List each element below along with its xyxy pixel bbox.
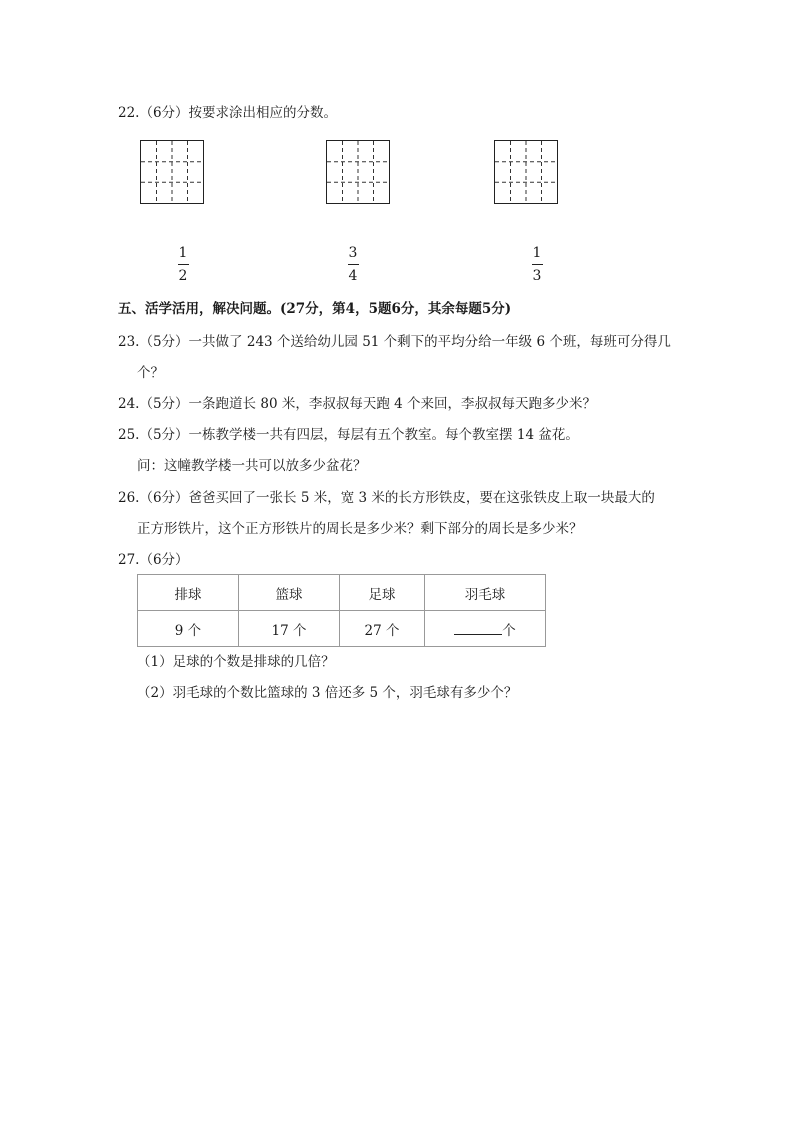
fraction-1-numerator: 1	[178, 245, 188, 261]
blank-unit: 个	[502, 622, 516, 639]
grid-square-3[interactable]	[494, 140, 558, 204]
q25-line-1: 25.（5分）一栋教学楼一共有四层，每层有五个教室。每个教室摆 14 盆花。	[118, 427, 579, 443]
fraction-2-numerator: 3	[348, 245, 358, 261]
q26-line-2: 正方形铁片，这个正方形铁片的周长是多少米？剩下部分的周长是多少米？	[137, 521, 583, 537]
table-header-cell: 足球	[340, 575, 425, 611]
q27-sub-2: （2）羽毛球的个数比篮球的 3 倍还多 5 个，羽毛球有多少个？	[137, 685, 518, 701]
table-header-cell: 篮球	[239, 575, 340, 611]
fraction-1	[173, 245, 193, 284]
table-header-row	[138, 575, 546, 611]
grid-lines-2	[327, 141, 389, 203]
q23-line-2: 个？	[137, 365, 164, 381]
fraction-3	[527, 245, 547, 284]
table-value-cell: 9 个	[138, 611, 239, 647]
grid-lines-3	[495, 141, 557, 203]
table-blank-cell[interactable]	[425, 611, 546, 647]
q27-table	[137, 574, 546, 647]
section-5-heading: 五、活学活用，解决问题。(27分，第4，5题6分，其余每题5分)	[118, 301, 512, 317]
q24-line-1: 24.（5分）一条跑道长 80 米，李叔叔每天跑 4 个来回，李叔叔每天跑多少米？	[118, 396, 596, 412]
q26-line-1: 26.（6分）爸爸买回了一张长 5 米，宽 3 米的长方形铁皮，要在这张铁皮上取一块最大的	[118, 490, 655, 506]
fraction-2	[343, 245, 363, 284]
table-value-cell: 17 个	[239, 611, 340, 647]
fraction-3-numerator: 1	[532, 245, 542, 261]
fraction-1-denominator: 2	[178, 268, 188, 284]
fraction-3-bar	[532, 264, 543, 265]
table-value-row	[138, 611, 546, 647]
fraction-2-bar	[348, 264, 359, 265]
table-header-cell: 羽毛球	[425, 575, 546, 611]
q27-sub-1: （1）足球的个数是排球的几倍？	[137, 654, 335, 670]
grid-lines-1	[141, 141, 203, 203]
grid-square-1[interactable]	[140, 140, 204, 204]
fraction-3-denominator: 3	[532, 268, 542, 284]
q27-label: 27.（6分）	[118, 552, 189, 568]
q23-line-1: 23.（5分）一共做了 243 个送给幼儿园 51 个剩下的平均分给一年级 6 个班，每班可分得几	[118, 334, 671, 350]
answer-blank[interactable]	[454, 622, 502, 635]
grid-square-2[interactable]	[326, 140, 390, 204]
fraction-2-denominator: 4	[348, 268, 358, 284]
fraction-1-bar	[178, 264, 189, 265]
q25-line-2: 问：这幢教学楼一共可以放多少盆花？	[137, 458, 367, 474]
table-header-cell: 排球	[138, 575, 239, 611]
table-value-cell: 27 个	[340, 611, 425, 647]
q22-text: 22.（6分）按要求涂出相应的分数。	[118, 105, 338, 121]
